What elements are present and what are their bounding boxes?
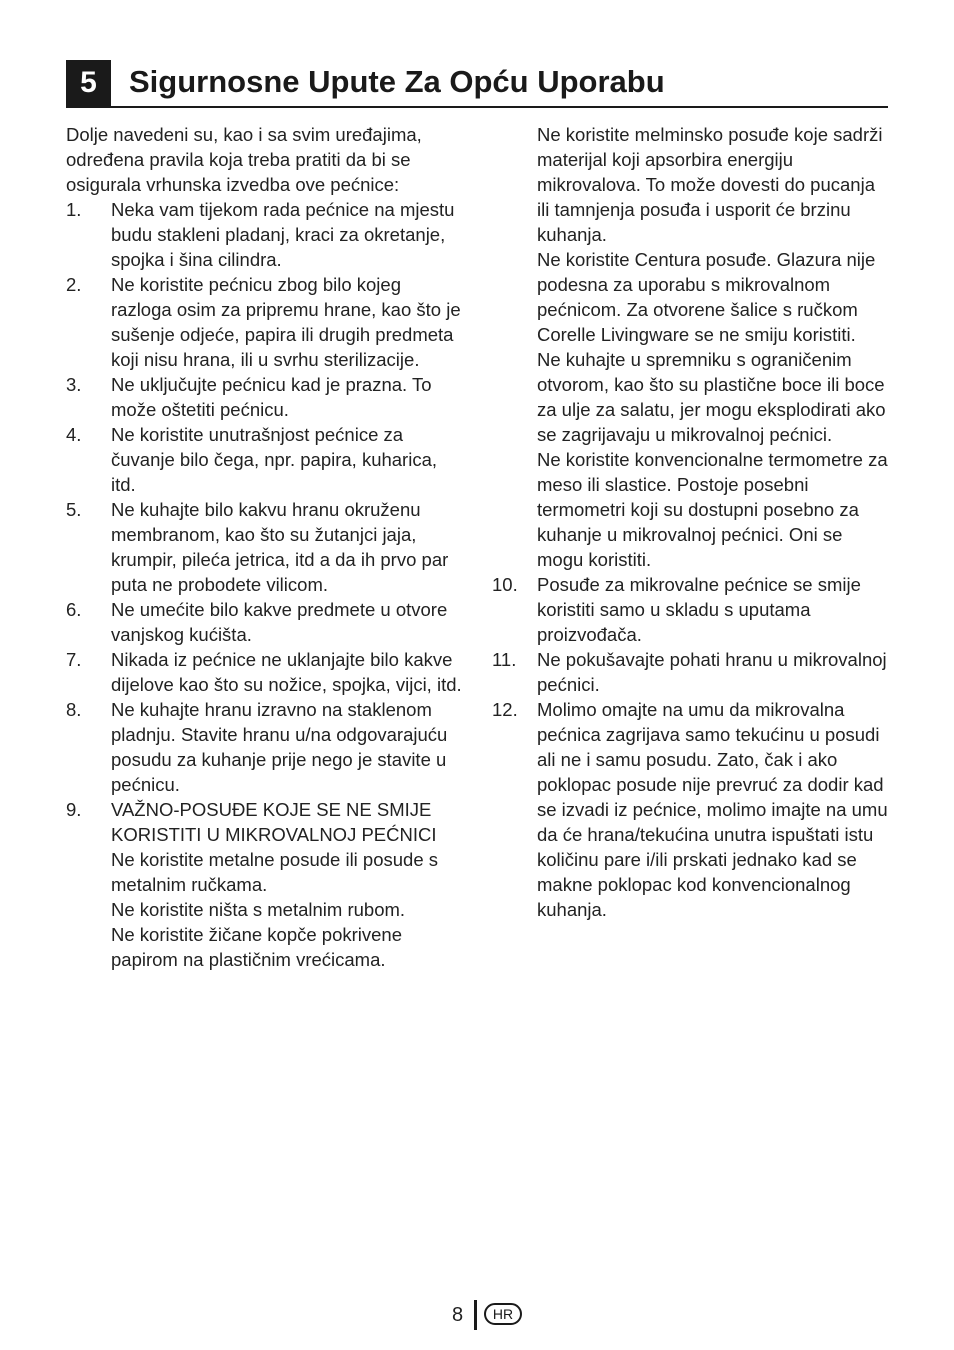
item-number: 11. <box>492 649 517 670</box>
footer-divider <box>474 1300 477 1330</box>
list-item <box>66 497 466 597</box>
item-heading: VAŽNO-POSUĐE KOJE SE NE SMIJE KORISTITI U MIKROVALNOJ PEĆNICI <box>111 799 437 845</box>
list-item <box>66 272 466 372</box>
item-text: Nikada iz pećnice ne uklanjajte bilo kakve dijelove kao što su nožice, spojka, vijci, itd. <box>111 649 462 695</box>
item-text: Ne koristite pećnicu zbog bilo kojeg razloga osim za pripremu hrane, kao što je sušenje odjeće, papira ili drugih predmeta koji nisu hrana, ili u svrhu sterilizacije. <box>111 274 461 370</box>
list-item <box>66 597 466 647</box>
item-subline: Ne koristite melminsko posuđe koje sadrži materijal koji apsorbira energiju mikrovalova. To može dovesti do pucanja ili tamnjenja posuđa i usporit će brzinu kuhanja. <box>537 124 883 245</box>
item-number: 1. <box>66 199 82 220</box>
right-column <box>492 122 892 922</box>
item-text: Ne uključujte pećnicu kad je prazna. To može oštetiti pećnicu. <box>111 374 432 420</box>
list-item <box>66 797 466 972</box>
item-number: 6. <box>66 599 82 620</box>
list-item <box>66 697 466 797</box>
item-subline: Ne kuhajte u spremniku s ograničenim otvorom, kao što su plastične boce ili boce za ulje za salatu, jer mogu eksplodirati ako se zagrijavaju u mikrovalnoj pećnici. <box>537 349 886 445</box>
list-item <box>66 372 466 422</box>
item-text: Neka vam tijekom rada pećnice na mjestu budu stakleni pladanj, kraci za okretanje, spojka i šina cilindra. <box>111 199 455 270</box>
item-text: Molimo omajte na umu da mikrovalna pećnica zagrijava samo tekućinu u posudi ali ne i samu posudu. Zato, čak i ako poklopac posude nije prevruć za dodir kad se izvadi iz pećnice, molimo imajte na umu da će hrana/tekućina unutra ispuštati istu količinu pare i/ili prskati jednako kad se makne poklopac kod konvencionalnog kuhanja. <box>537 699 888 920</box>
item-text: Ne umećite bilo kakve predmete u otvore vanjskog kućišta. <box>111 599 448 645</box>
list-item <box>66 197 466 272</box>
page-number: 8 <box>452 1304 464 1326</box>
item-number: 3. <box>66 374 82 395</box>
item-continuation <box>492 122 892 572</box>
item-text: Ne pokušavajte pohati hranu u mikrovalnoj pećnici. <box>537 649 887 695</box>
item-text: Ne kuhajte hranu izravno na staklenom pladnju. Stavite hranu u/na odgovarajuću posudu za kuhanje prije nego je stavite u pećnicu. <box>111 699 448 795</box>
page-title: Sigurnosne Upute Za Opću Uporabu <box>129 64 665 99</box>
left-column <box>66 122 466 972</box>
item-text: Posuđe za mikrovalne pećnice se smije koristiti samo u skladu s uputama proizvođača. <box>537 574 861 645</box>
item-text: Ne koristite unutrašnjost pećnice za čuvanje bilo čega, npr. papira, kuharica, itd. <box>111 424 438 495</box>
item-subline: Ne koristite konvencionalne termometre za meso ili slastice. Postoje posebni termometri koji su dostupni posebno za kuhanje u mikrovalnoj pećnici. Oni se mogu koristiti. <box>537 449 888 570</box>
item-number: 7. <box>66 649 82 670</box>
item-number: 5. <box>66 499 82 520</box>
item-subline: Ne koristite ništa s metalnim rubom. <box>111 899 406 920</box>
list-item <box>492 647 892 697</box>
item-subline: Ne koristite Centura posuđe. Glazura nije podesna za uporabu s mikrovalnom pećnicom. Za otvorene šalice s ručkom Corelle Livingware se ne smiju koristiti. <box>537 249 876 345</box>
item-number: 9. <box>66 799 82 820</box>
section-header <box>66 60 888 108</box>
list-item <box>66 422 466 497</box>
item-number: 10. <box>492 574 518 595</box>
list-item <box>492 697 892 922</box>
item-number: 12. <box>492 699 518 720</box>
item-subline: Ne koristite žičane kopče pokrivene papirom na plastičnim vrećicama. <box>111 924 403 970</box>
section-number: 5 <box>66 60 111 106</box>
intro-paragraph: Dolje navedeni su, kao i sa svim uređajima, određena pravila koja treba pratiti da bi se osigurala vrhunska izvedba ove pećnice: <box>66 124 422 195</box>
language-badge: HR <box>484 1303 522 1325</box>
item-number: 4. <box>66 424 82 445</box>
item-number: 2. <box>66 274 82 295</box>
item-subline: Ne koristite metalne posude ili posude s metalnim ručkama. <box>111 849 439 895</box>
list-item <box>66 647 466 697</box>
item-number: 8. <box>66 699 82 720</box>
item-text: Ne kuhajte bilo kakvu hranu okruženu membranom, kao što su žutanjci jaja, krumpir, pileća jetrica, itd a da ih prvo par puta ne probodete vilicom. <box>111 499 449 595</box>
list-item <box>492 572 892 647</box>
